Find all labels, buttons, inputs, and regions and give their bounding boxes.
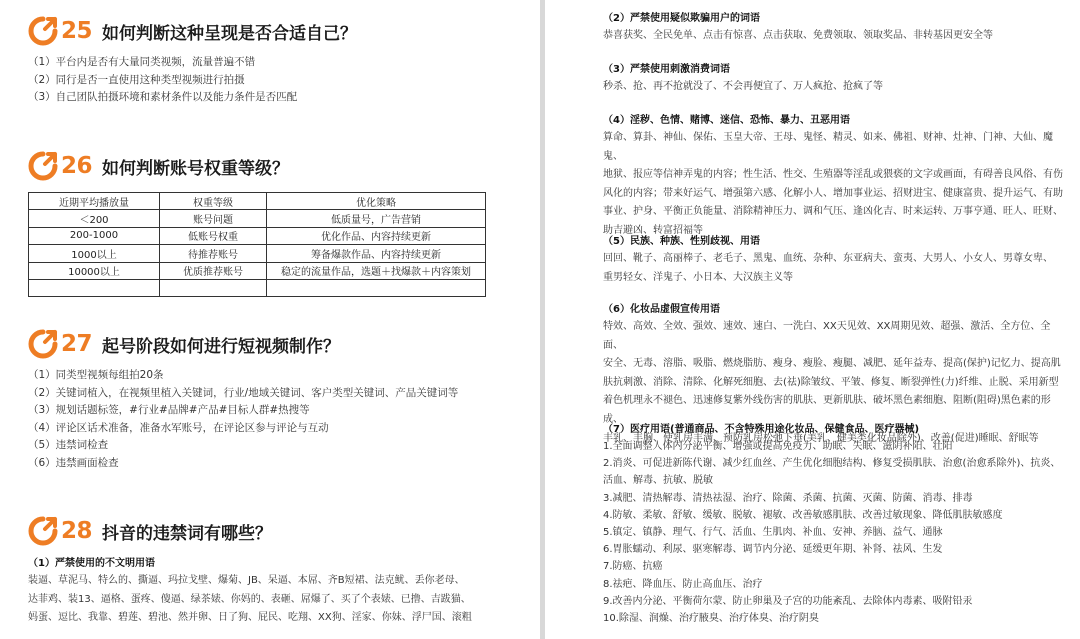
section-heading: [28, 151, 289, 181]
banned-words-line: 回回、靴子、高丽棒子、老毛子、黑鬼、血统、杂种、东亚病夫、蛮夷、大男人、小女人、男尊女卑、: [603, 253, 1053, 264]
list-item: （1）同类型视频每组拍20条: [28, 369, 164, 381]
list-item: （2）同行是否一直使用这种类型视频进行拍摄: [28, 73, 245, 86]
list-item: （1）平台内是否有大量同类视频，流量普遍不错: [28, 56, 256, 68]
banned-words-line: 特效、高效、全效、强效、速效、速白、一洗白、XX天见效、XX周期见效、超强、激活、全方位、全面、: [603, 321, 1051, 351]
banned-words-line: 安全、无毒、溶脂、吸脂、燃烧脂肪、瘦身、瘦脸、瘦腿、减肥、延年益寿、提高(保护)记忆力、提高肌: [603, 358, 1061, 370]
banned-words-line: 1.全面调整人体内分泌平衡、增强或提高免疫力、助眠、失眠、滋阴补阳、壮阳: [603, 441, 953, 452]
table-cell: 1000以上: [29, 245, 160, 262]
section-title: 如何判断这种呈现是否合适自己？: [102, 23, 358, 44]
table-header: 权重等级: [160, 193, 267, 210]
banned-category-block: [603, 234, 1063, 287]
banned-words-line: 活血、解毒、抗敏、脱敏: [603, 475, 713, 487]
banned-words-line: 算命、算卦、神仙、保佑、玉皇大帝、王母、鬼怪、精灵、如来、佛祖、财神、灶神、门神、大仙、魔鬼、: [603, 132, 1053, 162]
table-header: 近期平均播放量: [29, 193, 160, 210]
banned-words-line: 肤抗刺激、消除、清除、化解死细胞、去(祛)除皱纹、平皱、修复、断裂弹性(力)纤维、止脱、采用新型: [603, 376, 1059, 388]
table-cell: 低质量号，广告营销: [267, 210, 486, 227]
section-number: 27: [61, 331, 93, 357]
section-27: [28, 329, 458, 472]
banned-words-block: [28, 556, 518, 628]
table-cell: 优化作品、内容持续更新: [267, 227, 486, 244]
banned-words-line: 秒杀、抢、再不抢就没了、不会再便宜了、万人疯抢、抢疯了等: [603, 81, 883, 92]
table-row: [29, 279, 486, 296]
banned-words-line: 3.减肥、清热解毒、清热祛湿、治疗、除菌、杀菌、抗菌、灭菌、防菌、消毒、排毒: [603, 492, 973, 504]
list-item: （4）评论区话术准备，准备水军账号，在评论区参与评论与互动: [28, 421, 329, 434]
subsection-title: （3）严禁使用刺激消费词语: [603, 64, 730, 75]
list-item: （3）规划话题标签，#行业#品牌#产品#目标人群#热搜等: [28, 404, 310, 416]
banned-words-line: 7.防癌、抗癌: [603, 561, 663, 573]
banned-words-line: 事业、护身、平衡正负能量、消除精神压力、调和气压、逢凶化吉、时来运转、万事亨通、旺人、旺财、: [603, 206, 1063, 218]
table-cell: 筹备爆款作品、内容持续更新: [267, 245, 486, 262]
subsection-title: （5）民族、种族、性别歧视、用语: [603, 236, 760, 247]
section-title: 如何判断账号权重等级？: [102, 158, 290, 179]
right-page: [545, 0, 1080, 639]
section-title: 抖音的违禁词有哪些？: [102, 523, 273, 544]
table-cell: ＜200: [29, 210, 160, 227]
banned-words-line: 重男轻女、洋鬼子、小日本、大汉族主义等: [603, 271, 793, 283]
section-title: 起号阶段如何进行短视频制作？: [102, 336, 341, 357]
banned-words-line: 5.镇定、镇静、理气、行气、活血、生肌肉、补血、安神、养脑、益气、通脉: [603, 527, 943, 539]
table-cell: 待推荐账号: [160, 245, 267, 262]
table-row: [29, 262, 486, 279]
table-cell: [29, 279, 160, 296]
banned-words-line: 4.防敏、柔敏、舒敏、缓敏、脱敏、褪敏、改善敏感肌肤、改善过敏现象、降低肌肤敏感度: [603, 509, 1003, 521]
table-cell: 10000以上: [29, 262, 160, 279]
section-list: [28, 54, 357, 107]
banned-category-block: [603, 62, 1063, 97]
banned-words-line: 装逼、草泥马、特么的、撕逼、玛拉戈壁、爆菊、JB、呆逼、本屌、齐B短裙、法克鱿、丢你老母、: [28, 575, 465, 586]
section-heading: [28, 329, 458, 359]
banned-words-line: 地狱、报应等信神弄鬼的内容；性生活、性交、生殖器等淫乱或猥亵的文字或画面，有碍善良风俗、有伤: [603, 169, 1063, 181]
subsection-title: （7）医疗用语(普通商品、不含特殊用途化妆品、保健食品、医疗器械): [603, 424, 920, 435]
table-row: [29, 210, 486, 227]
section-25: [28, 16, 357, 107]
weight-table: [28, 192, 486, 297]
section-logo-icon: [28, 16, 58, 46]
banned-category-block: [603, 11, 1063, 46]
list-item: （6）违禁画面检查: [28, 456, 119, 469]
section-logo-icon: [28, 151, 58, 181]
banned-words-line: 妈蛋、逗比、我靠、碧莲、碧池、然并卵、日了狗、屁民、吃翔、XX狗、淫家、你妹、浮尸国、滚粗: [28, 612, 472, 624]
subsection-title: （1）严禁使用的不文明用语: [28, 558, 155, 569]
table-cell: [267, 279, 486, 296]
table-cell: 200-1000: [29, 227, 160, 244]
subsection-title: （2）严禁使用疑似欺骗用户的词语: [603, 13, 760, 24]
banned-category-block: [603, 422, 1063, 627]
section-28: [28, 516, 272, 546]
banned-words-line: 9.改善内分泌、平衡荷尔蒙、防止卵巢及子宫的功能紊乱、去除体内毒素、吸附铅汞: [603, 595, 973, 607]
table-cell: 账号问题: [160, 210, 267, 227]
banned-words-line: 风化的内容；带来好运气、增强第六感、化解小人、增加事业运、招财进宝、健康富贵、提升运气、有助: [603, 187, 1063, 199]
table-header-row: [29, 193, 486, 210]
banned-words-line: 着色机理永不褪色、迅速修复紫外线伤害的肌肤、更新肌肤、破坏黑色素细胞、阻断(阻碍)黑色素的形成、: [603, 395, 1051, 425]
table-row: [29, 227, 486, 244]
list-item: （5）违禁词检查: [28, 439, 109, 451]
section-list: [28, 367, 458, 472]
banned-words-line: 达菲鸡、装13、逼格、蛋疼、傻逼、绿茶婊、你妈的、表砸、屌爆了、买了个表婊、已撸、吉跋猫、: [28, 593, 471, 605]
table-row: [29, 245, 486, 262]
banned-words-line: 10.除湿、润燥、治疗腋臭、治疗体臭、治疗阴臭: [603, 613, 819, 625]
banned-words-line: 2.消炎、可促进新陈代谢、减少红血丝、产生优化细胞结构、修复受损肌肤、治愈(治愈系除外)、抗炎、: [603, 458, 1061, 470]
list-item: （2）关键词植入，在视频里植入关键词，行业/地域关键词、客户类型关键词、产品关键词等: [28, 386, 459, 399]
section-heading: [28, 16, 357, 46]
banned-words-line: 丰乳、丰胸、使乳房丰满、预防乳房松弛下垂(美乳、健美类化妆品除外)、改善(促进)睡眠、舒眠等: [603, 432, 1039, 444]
section-logo-icon: [28, 516, 58, 546]
table-cell: 优质推荐账号: [160, 262, 267, 279]
section-26: [28, 151, 289, 181]
section-number: 25: [61, 18, 93, 44]
table-header: 优化策略: [267, 193, 486, 210]
banned-words-line: 6.胃胀蠕动、利尿、驱寒解毒、调节内分泌、延缓更年期、补肾、祛风、生发: [603, 544, 943, 556]
banned-category-block: [603, 113, 1063, 241]
subsection-title: （6）化妆品虚假宣传用语: [603, 304, 720, 315]
section-logo-icon: [28, 329, 58, 359]
section-number: 28: [61, 518, 93, 544]
list-item: （3）自己团队拍摄环境和素材条件以及能力条件是否匹配: [28, 91, 298, 103]
section-heading: [28, 516, 272, 546]
subsection-title: （4）淫秽、色情、赌博、迷信、恐怖、暴力、丑恶用语: [603, 115, 850, 126]
table-cell: [160, 279, 267, 296]
banned-words-line: 8.祛疤、降血压、防止高血压、治疗: [603, 578, 763, 590]
section-number: 26: [61, 153, 93, 179]
table-cell: 低账号权重: [160, 227, 267, 244]
table-cell: 稳定的流量作品，选题＋找爆款＋内容策划: [267, 262, 486, 279]
banned-words-line: 恭喜获奖、全民免单、点击有惊喜、点击获取、免费领取、领取奖品、非转基因更安全等: [603, 30, 993, 41]
banned-words-line: 助吉避凶、转富招福等: [603, 224, 703, 236]
